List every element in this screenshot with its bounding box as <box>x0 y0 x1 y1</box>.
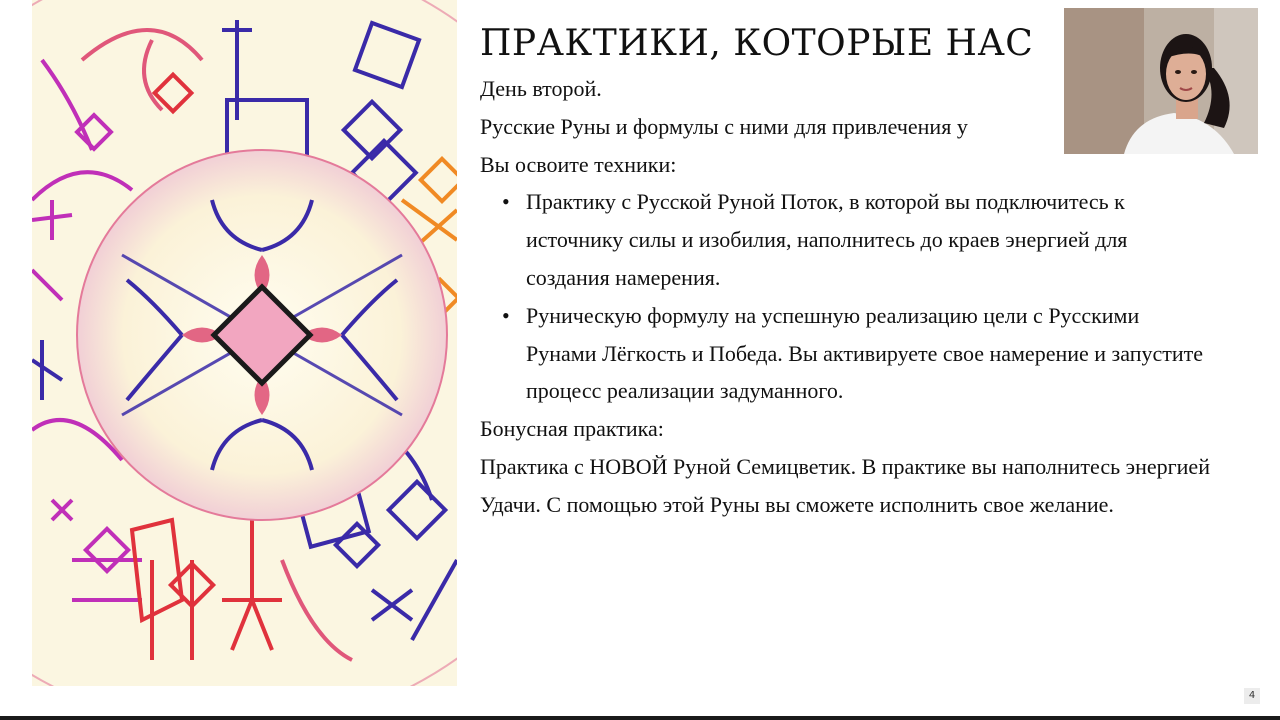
webcam-video[interactable] <box>1064 8 1258 154</box>
slide-title: ПРАКТИКИ, КОТОРЫЕ НАС <box>480 23 1034 64</box>
page-number: 4 <box>1244 688 1260 704</box>
day-label: День второй. <box>480 76 602 101</box>
bonus-text: Практика с НОВОЙ Руной Семицветик. В практике вы наполнитесь энергией Удачи. С помощью этой Руны вы сможете исполнить свое желание. <box>480 453 1210 517</box>
list-item-text: Руническую формулу на успешную реализацию цели с Русскими Рунами Лёгкость и Победа. Вы активируете свое намерение и запустите процесс реализации задуманного. <box>526 302 1204 404</box>
rune-mandala-drawing <box>32 0 457 686</box>
bullet-icon: • <box>502 302 510 328</box>
list-item <box>480 297 1240 410</box>
presenter-video-frame <box>1064 8 1258 154</box>
bottom-edge-bar <box>0 716 1280 720</box>
list-item <box>480 183 1240 296</box>
techniques-list <box>480 183 1240 410</box>
subtitle: Русские Руны и формулы с ними для привлечения у <box>480 113 968 139</box>
list-item-text: Практику с Русской Руной Поток, в которой вы подключитесь к источнику силы и изобилия, наполнитесь до краев энергией для создания намерения. <box>526 189 1128 290</box>
rune-mandala-image <box>32 0 457 686</box>
techniques-intro: Вы освоите техники: <box>480 151 677 177</box>
bullet-icon: • <box>502 189 510 215</box>
bonus-heading: Бонусная практика: <box>480 416 664 442</box>
